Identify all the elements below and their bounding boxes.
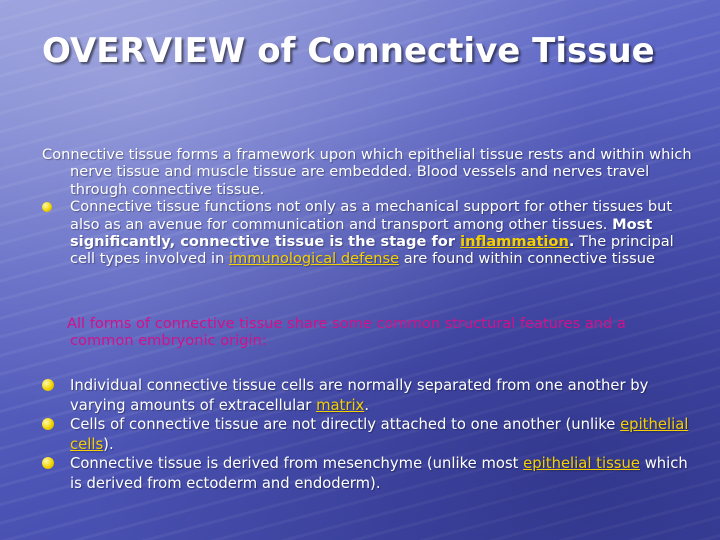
list-item [42, 376, 692, 415]
bullet-functions-bold-end: . [568, 233, 575, 251]
list-item-end: which is derived from ectoderm and endoderm). [70, 455, 688, 492]
list-item-end: . [364, 396, 370, 414]
features-list [42, 376, 692, 494]
bullet-dot-icon [42, 457, 54, 469]
list-item [42, 415, 692, 454]
intro-paragraph: Connective tissue forms a framework upon which epithelial tissue rests and within which nerve tissue and muscle tissue are embedded. Blood vessels and nerves travel through connective tissue. [42, 146, 692, 198]
bullet-dot-icon [42, 418, 54, 430]
bullet-functions-bold: Most significantly, connective tissue is the stage for [70, 215, 653, 251]
bullet-functions [42, 198, 692, 268]
list-item-text: Connective tissue is derived from mesenchyme (unlike most [70, 455, 524, 473]
bullet-functions-text: Connective tissue functions not only as a mechanical support for other tissues but also as an avenue for communication and transport among other tissues. [70, 198, 673, 233]
bullet-cell-types-text: The principal cell types involved in [70, 233, 674, 268]
epithelial-tissue-link[interactable]: epithelial tissue [523, 455, 640, 473]
list-item-text: Cells of connective tissue are not directly attached to one another (unlike [70, 416, 621, 434]
list-item-end: ). [103, 435, 114, 453]
bullet-cell-types-end: are found within connective tissue [399, 250, 656, 268]
list-item-text: Individual connective tissue cells are normally separated from one another by varying amounts of extracellular [70, 377, 649, 414]
list-item [42, 454, 692, 493]
matrix-link[interactable]: matrix [316, 396, 365, 414]
bullet-dot-icon [42, 202, 52, 212]
slide-title: OVERVIEW of Connective Tissue [42, 31, 655, 71]
common-features-block [42, 315, 692, 350]
inflammation-link[interactable]: inflammation [460, 233, 569, 251]
common-features-text: All forms of connective tissue share some common structural features and a common embryonic origin: [67, 315, 626, 350]
overview-text-block [42, 146, 692, 268]
bullet-dot-icon [42, 379, 54, 391]
immunological-defense-link[interactable]: immunological defense [228, 250, 400, 268]
epithelial-cells-link[interactable]: epithelial cells [70, 416, 689, 453]
